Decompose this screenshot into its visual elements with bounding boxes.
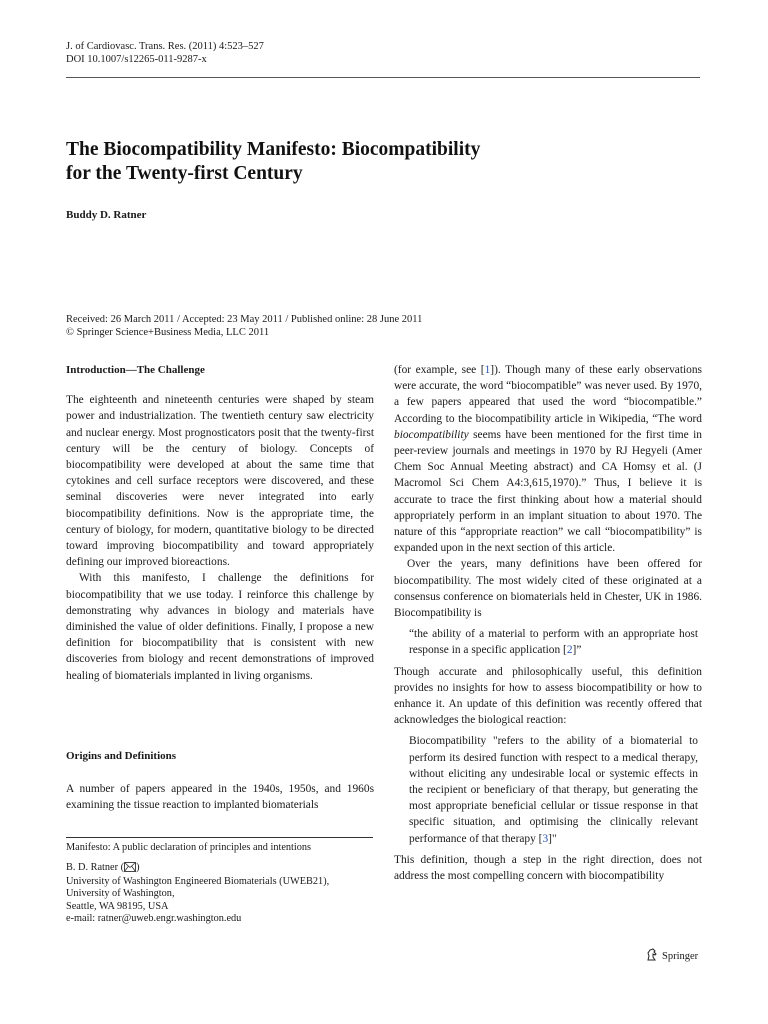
journal-citation [66,40,264,66]
intro-paragraph-1: The eighteenth and nineteenth centuries were shaped by steam power and industrialization. The twentieth century saw electricity and nuclear energy. Most prognosticators posit that the twenty-first century will be the century of biology. Concepts of biocompatibility were developed at about the same time that cytokines and cell surface receptors were discovered, and these seminal discoveries were never integrated into early biocompatibility definitions. Now is the appropriate time, the century of biology, for modern, quantitative biology to be directed toward improving biocompatibility and toward appropriately defining our improved bioreactions. [66,394,374,569]
author-name: Buddy D. Ratner [66,209,147,221]
right-paragraph-2: Over the years, many definitions have been offered for biocompatibility. The most widely cited of these originated at a consensus conference on biomaterials held in Chester, UK in 1986. Biocompatibility is [394,558,702,620]
copyright-text: Springer Science+Business Media, LLC 2011 [76,327,270,338]
doi-line: DOI 10.1007/s12265-011-9287-x [66,54,207,65]
right-p1-part-b: ]). Though many of these early observations were accurate, the word “biocompatible” was never used. By 1970, a few papers appeared that used the word “biocompatible.” According to the biocompatibility article in Wikipedia, “The word [394,364,702,425]
envelope-icon[interactable] [124,862,136,876]
publication-dates [66,313,422,339]
reference-link-1[interactable]: 1 [484,364,491,376]
footnote-rule [66,837,373,838]
right-column [394,362,702,884]
right-paragraph-3: Though accurate and philosophically useful, this definition provides no insights for how to assess biocompatibility or how to enhance it. An update of this definition was recently offered that acknowledges the biological reaction: [394,665,702,727]
manifesto-footnote: Manifesto: A public declaration of principles and intentions [66,842,312,853]
dates-line: Received: 26 March 2011 / Accepted: 23 May 2011 / Published online: 28 June 2011 [66,314,423,325]
left-column [66,362,374,684]
right-p1-part-a: (for example, see [ [394,364,485,376]
origins-paragraph-1: A number of papers appeared in the 1940s, 1950s, and 1960s examining the tissue reaction to implanted biomaterials [66,783,374,812]
reference-link-3[interactable]: 3 [542,832,549,845]
origins-heading: Origins and Definitions [66,750,177,762]
publisher-name: Springer [662,950,699,962]
quote1-part-a: “the ability of a material to perform with an appropriate host response in a specific application [ [409,628,698,657]
affiliation-3: Seattle, WA 98195, USA [66,900,169,912]
right-p1-emphasis: biocompatibility [394,428,469,441]
reference-link-2[interactable]: 2 [566,644,573,657]
publisher-logo [646,948,698,964]
correspondence-name-text: B. D. Ratner ( [66,862,125,873]
correspondence-name-end: ) [136,862,140,873]
header-rule [66,77,700,78]
article-title [66,138,626,186]
origins-section [66,748,374,814]
springer-horse-icon [646,948,659,964]
author-affiliation [66,862,376,925]
quote-chester-definition [394,626,702,658]
quote2-part-b: ]" [548,832,557,845]
correspondence-name [66,862,376,876]
copyright-line [66,326,422,339]
right-paragraph-4: This definition, though a step in the right direction, does not address the most compelling concern with biocompatibility [394,853,702,883]
quote2-part-a: Biocompatibility "refers to the ability of a biomaterial to perform its desired function with respect to a medical therapy, without eliciting any undesirable local or systemic effects in the recipient or beneficiary of that therapy, but generating the most appropriate beneficial cellular or tissue response in that specific situation, and optimising the clinically relevant performance of that therapy [ [409,735,698,845]
copyright-symbol: © [66,327,74,338]
intro-heading: Introduction—The Challenge [66,364,205,376]
author-email[interactable]: e-mail: ratner@uweb.engr.washington.edu [66,912,242,924]
title-line-1: The Biocompatibility Manifesto: Biocompatibility [66,139,481,160]
journal-line: J. of Cardiovasc. Trans. Res. (2011) 4:523–527 [66,41,264,52]
right-paragraph-1 [394,362,702,556]
quote-updated-definition [394,733,702,846]
right-p1-part-c: seems have been mentioned for the first time in peer-review journals and meetings in 1970 by RJ Hegyeli (Amer Chem Soc Annual Meeting abstract) and CA Homsy et al. (J Macromol Sci Chem A4:3,615,1970).” Thus, I believe it is accurate to trace the first thinking about how a material should appropriately perform in an implant situation to about 1970. The nature of this “appropriate reaction” we call “biocompatibility” is expanded upon in the next section of this article. [394,428,702,555]
title-line-2: for the Twenty-first Century [66,163,303,184]
quote1-part-b: ]” [572,644,582,657]
affiliation-2: University of Washington, [66,888,175,900]
affiliation-1: University of Washington Engineered Biomaterials (UWEB21), [66,876,330,888]
intro-paragraph-2: With this manifesto, I challenge the definitions for biocompatibility that we use today. I reinforce this challenge by demonstrating why advances in biology and materials have diminished the value of older definitions. Finally, I propose a new definition for biocompatibility that is consistent with new discoveries from biology and recent demonstrations of improved healing of biomaterials implanted in living organisms. [66,572,374,682]
